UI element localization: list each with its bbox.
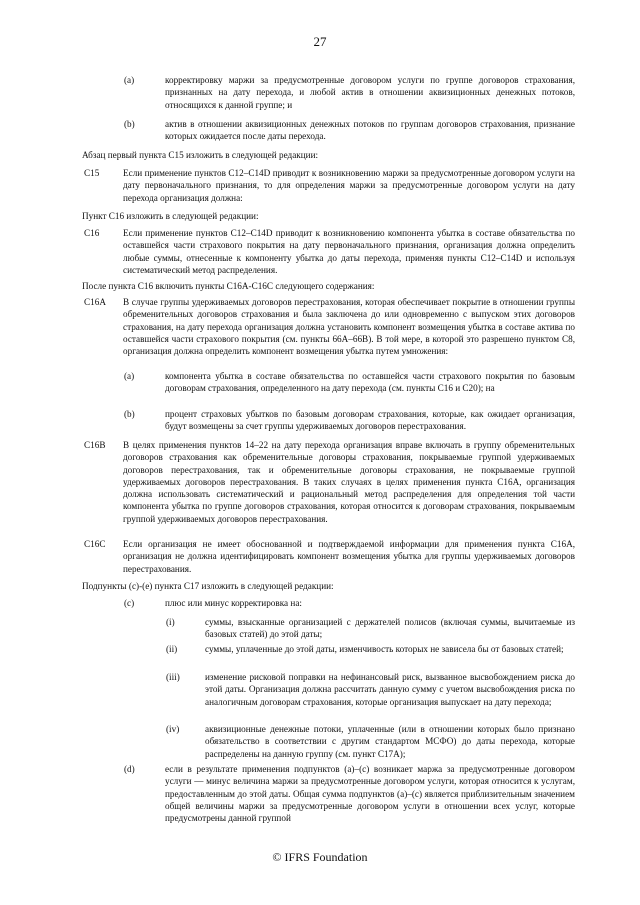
sub-item-text-c16a-b: процент страховых убытков по базовым договорам страхования, которые, как ожидает организация, будут возмещены за счет группы удерживаемых договоров перестрахования. xyxy=(165,409,575,432)
paragraph-label-c16a: C16A xyxy=(84,297,106,307)
paragraph-text-c15: Если применение пунктов C12–C14D приводит к возникновению маржи за предусмотренные договором услуги на дату первоначального признания, то для определения маржи за предусмотренные договором услуги на дату перехода организация должна: xyxy=(123,168,575,203)
sub-sub-item-label-iv: (iv) xyxy=(166,724,180,734)
sub-item-label-c17-c: (c) xyxy=(124,598,135,608)
paragraph-text-c16a: В случае группы удерживаемых договоров перестрахования, которая обеспечивает покрытие в отношении группы обременительных договоров страхования и была заключена до или одновременно с выпуском этих договоров страхования, на дату перехода организация должна установить компонент возмещения убытка в составе актива по оставшейся части страхового покрытия (см. пункты 66A–66B). В той мере, в которой это разрешено пунктом C8, организация должна определить компонент возмещения убытка путем умножения: xyxy=(123,297,575,357)
instruction-c16: Пункт C16 изложить в следующей редакции: xyxy=(82,211,259,221)
instruction-c15: Абзац первый пункта C15 изложить в следующей редакции: xyxy=(82,150,319,160)
sub-item-label-c16a-b: (b) xyxy=(124,409,135,419)
footer-copyright: © IFRS Foundation xyxy=(272,850,368,864)
sub-item-label-c17-d: (d) xyxy=(124,764,135,774)
item-text-b: актив в отношении аквизиционных денежных потоков по группам договоров страхования, признание которых ожидается после даты перехода. xyxy=(165,119,575,142)
item-text-a: корректировку маржи за предусмотренные договором услуги по группе договоров страхования, признанных на дату перехода, и любой актив в отношении аквизиционных денежных потоков, относящихся к данной группе; и xyxy=(165,75,575,110)
paragraph-text-c16c: Если организация не имеет обоснованной и подтверждаемой информации для применения пункта C16A, организация не должна идентифицировать компонент возмещения убытка для группы удерживаемых договоров перестрахования. xyxy=(123,539,575,574)
sub-sub-item-text-ii: суммы, уплаченные до этой даты, изменчивость которых не зависела бы от базовых статей; xyxy=(205,644,564,654)
sub-sub-item-text-i: суммы, взысканные организацией с держателей полисов (включая суммы, вычитаемые из базовых статей) до этой даты; xyxy=(205,617,575,640)
instruction-c17: Подпункты (c)-(e) пункта C17 изложить в следующей редакции: xyxy=(82,581,334,591)
paragraph-label-c16b: C16B xyxy=(84,440,106,450)
sub-item-text-c16a-a: компонента убытка в составе обязательства по оставшейся части страхового покрытия по базовым договорам страхования, определенного на дату перехода (см. пункты C16 и C20); на xyxy=(165,371,575,394)
item-label-b: (b) xyxy=(124,119,135,129)
paragraph-label-c15: C15 xyxy=(84,168,100,178)
sub-sub-item-label-i: (i) xyxy=(166,617,175,627)
sub-item-text-c17-d: если в результате применения подпунктов (a)–(c) возникает маржа за предусмотренные договором услуги — минус величина маржи за предусмотренные договором услуги, которая относится к услугам, предоставленным до этой даты. Общая сумма подпунктов (a)–(c) является приблизительным значением общей величины маржи за предусмотренные договором услуги в отношении всех услуг, которые предусмотрены данной группой xyxy=(165,764,575,824)
page-number: 27 xyxy=(313,34,327,49)
sub-item-label-c16a-a: (a) xyxy=(124,371,135,381)
item-label-a: (a) xyxy=(124,75,135,85)
sub-sub-item-text-iv: аквизиционные денежные потоки, уплаченные (или в отношении которых было признано обязательство в соответствии с другим стандартом МСФО) до даты перехода, которые распределены на данную группу (см. пункт C17A); xyxy=(205,724,575,759)
instruction-c16a: После пункта C16 включить пункты C16A-C16C следующего содержания: xyxy=(82,281,375,291)
paragraph-label-c16c: C16C xyxy=(84,539,106,549)
paragraph-text-c16b: В целях применения пунктов 14–22 на дату перехода организация вправе включать в группу обременительных договоров страхования как обременительные договоры страхования, покрываемые группой удерживаемых договоров перестрахования, так и обременительные договоры страхования, не покрываемые группой удерживаемых договоров перестрахования. В таких случаях в целях применения пункта C16A, организация должна использовать систематический и рациональный метод распределения для определения той части компонента убытка по группе договоров страхования, которая относится к договорам страхования, покрываемым группой удерживаемых договоров перестрахования. xyxy=(123,440,575,524)
paragraph-text-c16: Если применение пунктов C12–C14D приводит к возникновению компонента убытка в составе обязательства по оставшейся части страхового покрытия на дату первоначального признания, организация должна определить любые суммы, отнесенные к компоненту убытка до даты перехода, применяя пункты C12–C14D и используя систематический метод распределения. xyxy=(123,228,575,275)
sub-item-text-c17-c: плюс или минус корректировка на: xyxy=(165,598,302,608)
sub-sub-item-label-iii: (iii) xyxy=(166,672,180,682)
sub-sub-item-text-iii: изменение рисковой поправки на нефинансовый риск, вызванное высвобождением риска до этой даты. Организация должна рассчитать данную сумму с учетом высвобождения риска по аналогичным договорам страхования, которые организация выпускает на дату перехода; xyxy=(205,672,575,707)
paragraph-label-c16: C16 xyxy=(84,228,100,238)
sub-sub-item-label-ii: (ii) xyxy=(166,644,178,654)
